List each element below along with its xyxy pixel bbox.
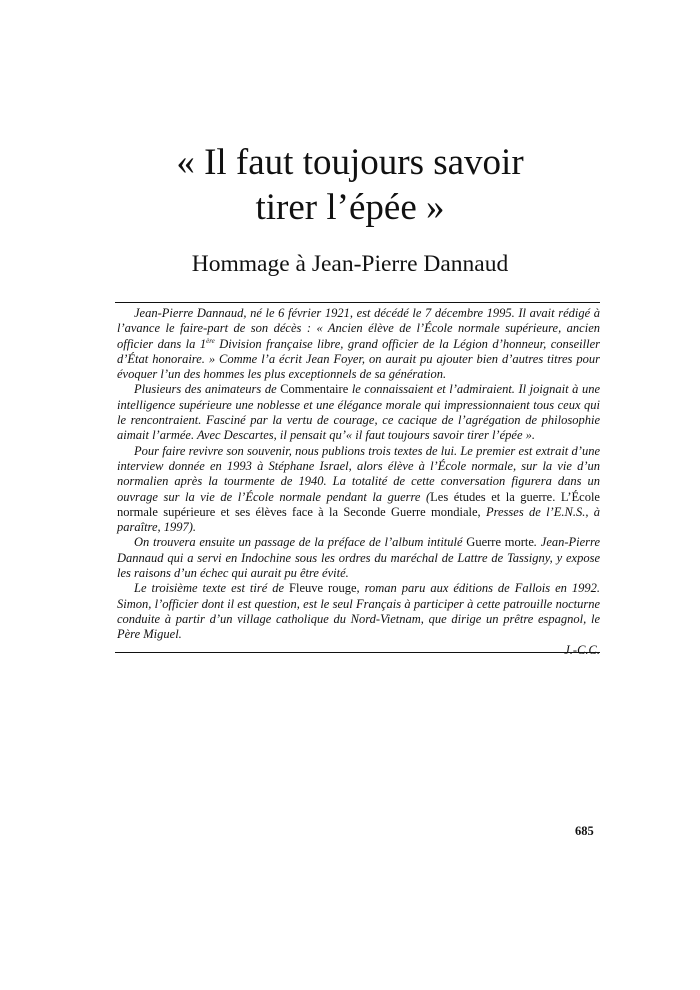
intro-paragraph-2 (117, 382, 600, 443)
intro-paragraph-4 (117, 535, 600, 581)
intro-p1-text-b: Division française libre, grand officier de la Légion d’honneur, conseiller d’État honoraire. » Comme l’a écrit Jean Foyer, on aurait pu ajouter bien d’autres titres pour évoquer l’un des hommes les plus exceptionnels de sa génération. (117, 336, 600, 382)
intro-p5-novel-title: Fleuve rouge (289, 581, 357, 596)
intro-p4-text-b: . Jean-Pierre Dannaud qui a servi en Indochine sous les ordres du maréchal de Lattre de Tassigny, y expose les raisons d’un échec qui aurait pu être évité. (117, 535, 601, 581)
intro-paragraph-1 (117, 306, 600, 382)
page-number: 685 (575, 824, 594, 838)
intro-paragraph-5 (117, 581, 600, 642)
title-line-1: « Il faut toujours savoir (176, 142, 524, 183)
editorial-introduction (117, 306, 600, 658)
intro-p5-text-b: , roman paru aux éditions de Fallois en 1992. Simon, l’officier dont il est question, est le seul Français à participer à cette patrouille nocturne conduite à partir d’un village catholique du Nord-Vietnam, que dirige un prêtre espagnol, le Père Miguel. (117, 581, 601, 642)
intro-p5-text-a: Le troisième texte est tiré de (134, 581, 290, 596)
intro-signature: J.-C.C. (564, 642, 600, 657)
article-title (0, 140, 700, 230)
intro-p3-text-b: Presses de l’E.N.S., à paraître, 1997). (117, 504, 600, 535)
intro-p4-album-title: Guerre morte (466, 535, 534, 550)
intro-paragraph-3 (117, 444, 600, 536)
intro-p1-text-a: Jean-Pierre Dannaud, né le 6 février 1921, est décédé le 7 décembre 1995. Il avait rédigé à l’avance le faire-part de son décès : « Ancien élève de l’École normale supérieure, ancien officier dans la 1 (117, 306, 600, 351)
intro-p1-superscript: ère (206, 336, 215, 345)
top-rule (115, 302, 600, 303)
intro-p2-text-b: le connaissaient et l’admiraient. Il joignait à une intelligence supérieure une noblesse et une élégance morale qui impressionnaient tous ceux qui le rencontraient. Fasciné par la vertu de courage, ce cacique de l’agrégation de philosophie aimait l’armée. Avec Descartes, il pensait qu’« il faut toujours savoir tirer l’épée ». (117, 382, 601, 443)
intro-p2-text-a: Plusieurs des animateurs de (134, 382, 281, 397)
intro-p3-book-title: Les études et la guerre. L’École normale supérieure et ses élèves face à la Seconde Guerre mondiale, (117, 489, 600, 519)
article-subtitle: Hommage à Jean-Pierre Dannaud (191, 251, 509, 277)
intro-p4-text-a: On trouvera ensuite un passage de la préface de l’album intitulé (134, 535, 467, 550)
title-line-2: tirer l’épée » (255, 187, 445, 228)
intro-p2-journal-name: Commentaire (280, 382, 349, 397)
intro-p3-text-a: Pour faire revivre son souvenir, nous publions trois textes de lui. Le premier est extrait d’une interview donnée en 1993 à Stéphane Israel, alors élève à l’École normale, sur la vie d’un normalien après la tourmente de 1940. La totalité de cette conversation figurera dans un ouvrage sur la vie de l’École normale pendant la guerre ( (117, 443, 600, 504)
bottom-rule (115, 652, 600, 653)
